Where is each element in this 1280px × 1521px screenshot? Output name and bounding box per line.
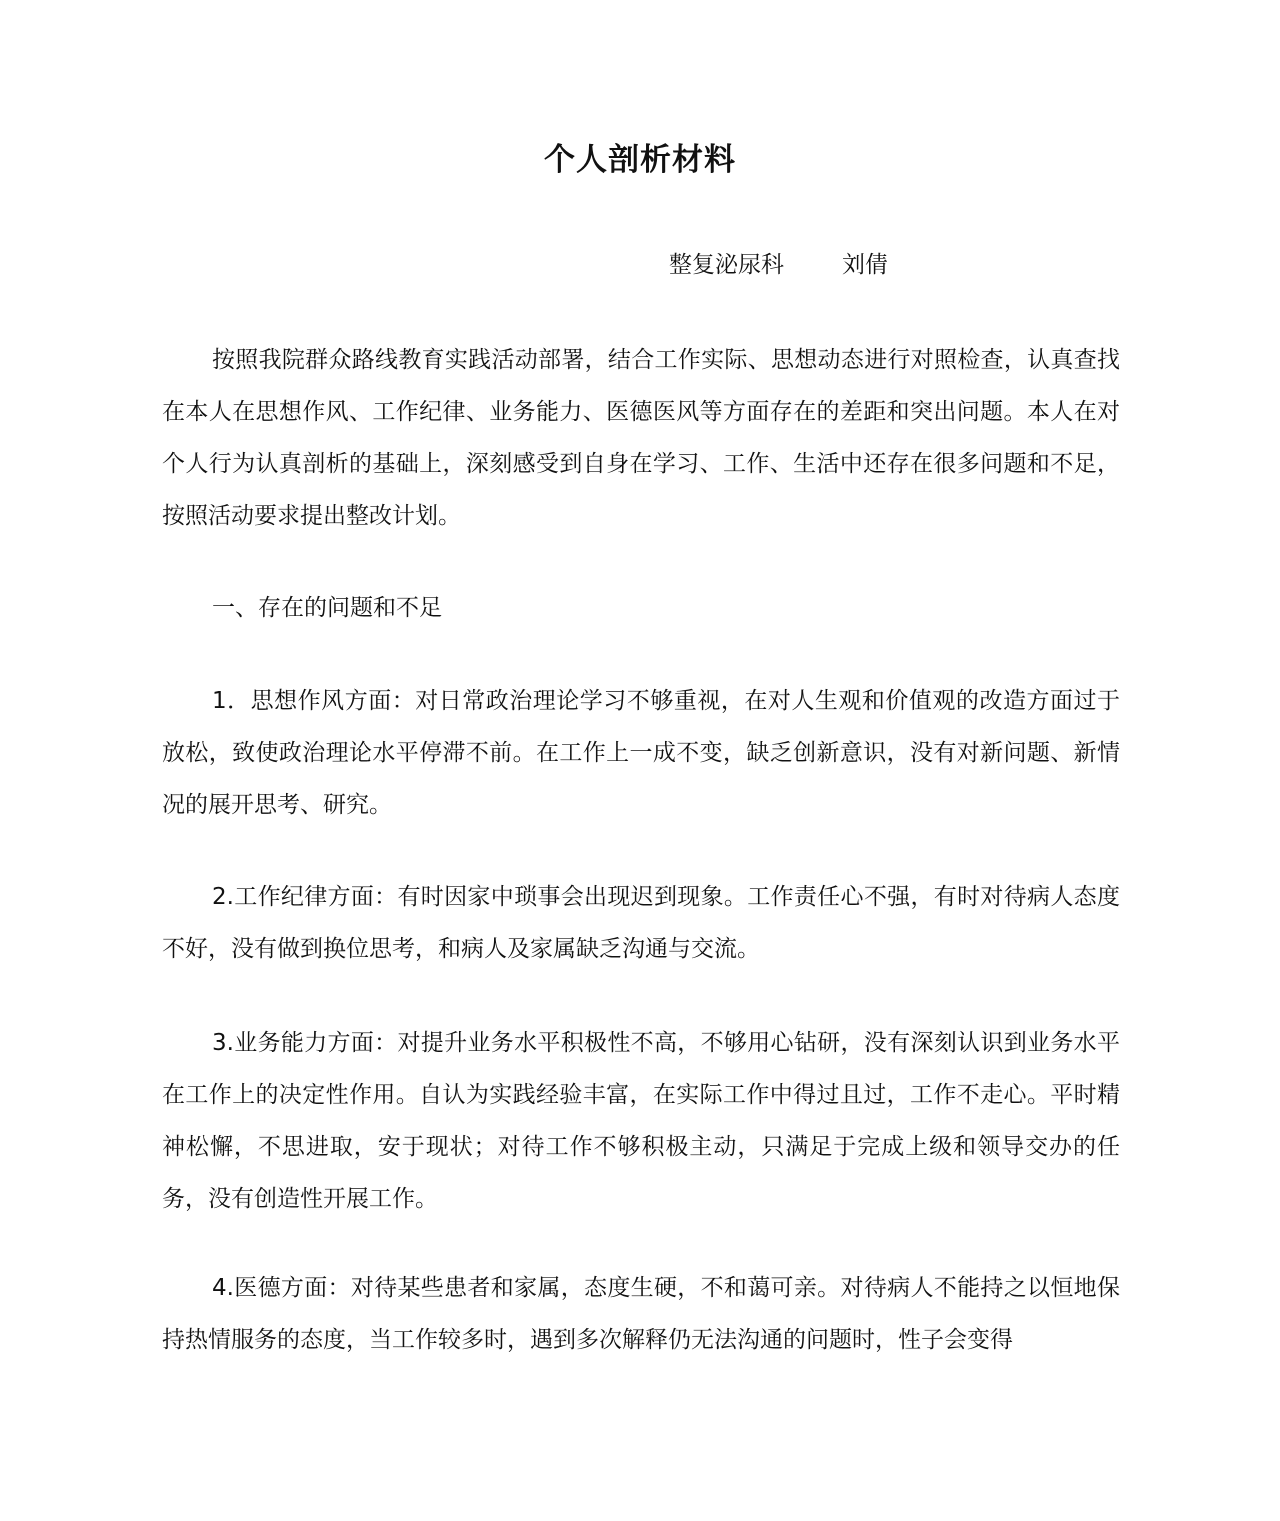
author-line — [669, 248, 888, 282]
item-discipline: 2.工作纪律方面：有时因家中琐事会出现迟到现象。工作责任心不强，有时对待病人态度不好，没有做到换位思考，和病人及家属缺乏沟通与交流。 — [162, 884, 1120, 962]
item-professional-ability: 3.业务能力方面：对提升业务水平积极性不高，不够用心钻研，没有深刻认识到业务水平在工作上的决定性作用。自认为实践经验丰富，在实际工作中得过且过，工作不走心。平时精神松懈，不思进取，安于现状；对待工作不够积极主动，只满足于完成上级和领导交办的任务，没有创造性开展工作。 — [162, 1030, 1120, 1212]
section-heading: 一、存在的问题和不足 — [212, 595, 442, 621]
author-name: 刘倩 — [842, 252, 888, 278]
item-medical-ethics: 4.医德方面：对待某些患者和家属，态度生硬，不和蔼可亲。对待病人不能持之以恒地保持热情服务的态度，当工作较多时，遇到多次解释仍无法沟通的问题时，性子会变得 — [162, 1275, 1120, 1353]
item-ideology: 1．思想作风方面：对日常政治理论学习不够重视，在对人生观和价值观的改造方面过于放松，致使政治理论水平停滞不前。在工作上一成不变，缺乏创新意识，没有对新问题、新情况的展开思考、研究。 — [162, 688, 1120, 818]
department-label: 整复泌尿科 — [669, 252, 784, 278]
document-title: 个人剖析材料 — [544, 142, 736, 178]
intro-paragraph: 按照我院群众路线教育实践活动部署，结合工作实际、思想动态进行对照检查，认真查找在本人在思想作风、工作纪律、业务能力、医德医风等方面存在的差距和突出问题。本人在对个人行为认真剖析的基础上，深刻感受到自身在学习、工作、生活中还存在很多问题和不足，按照活动要求提出整改计划。 — [162, 347, 1120, 529]
